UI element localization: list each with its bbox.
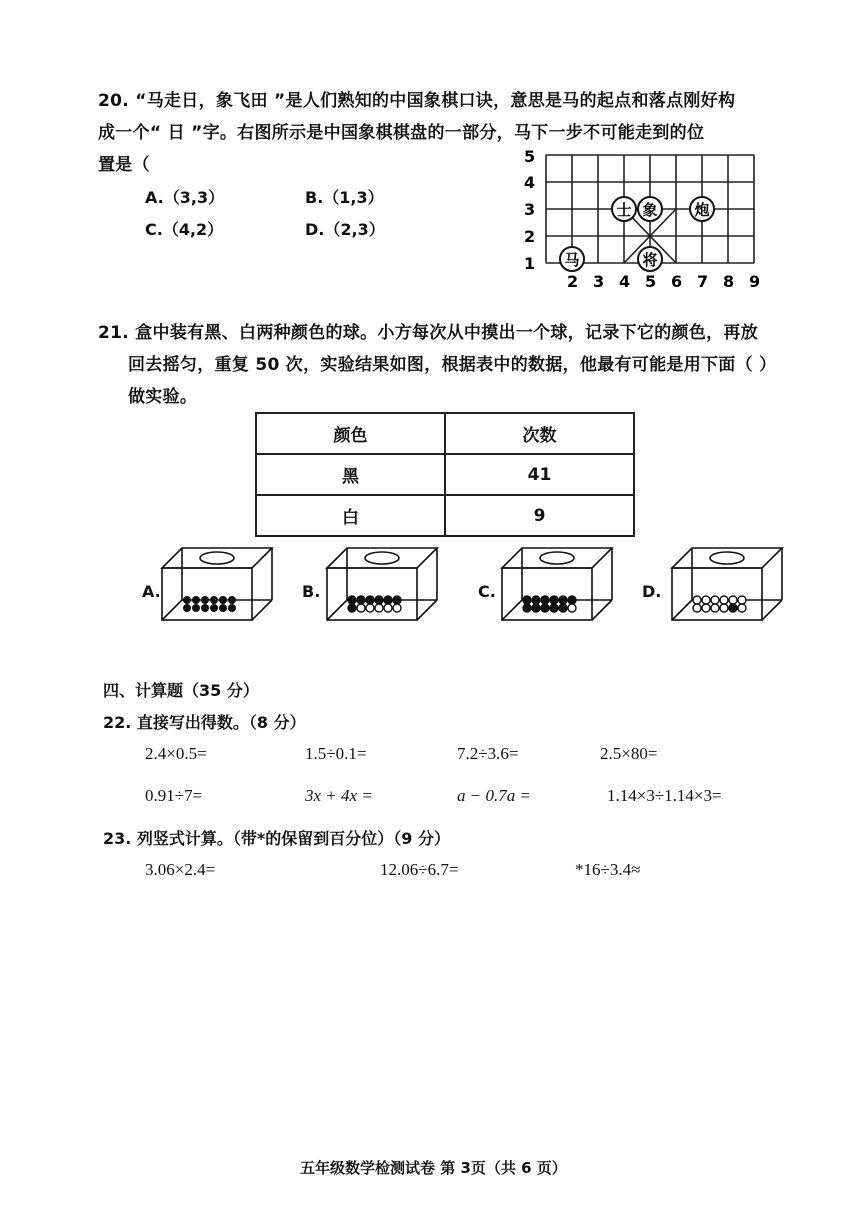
box-label-d: D. — [642, 582, 662, 601]
box-b — [325, 546, 440, 624]
piece-ma-label: 马 — [564, 251, 580, 269]
q20-option-d: D.（2,3） — [305, 220, 385, 239]
table-cell: 黑 — [256, 454, 445, 495]
box-c — [500, 546, 615, 624]
q21-line1: 21. 盒中装有黑、白两种颜色的球。小方每次从中摸出一个球，记录下它的颜色，再放 — [98, 323, 759, 343]
table-header-color: 颜色 — [256, 413, 445, 454]
section-heading: 四、计算题（35 分） — [103, 681, 259, 700]
table-cell: 9 — [445, 495, 634, 536]
y-label-1: 1 — [524, 254, 536, 273]
box-d — [670, 546, 785, 624]
q23-item: 12.06÷6.7= — [380, 860, 459, 879]
piece-xiang — [638, 197, 662, 221]
q22-title: 22. 直接写出得数。（8 分） — [103, 713, 306, 732]
piece-shi — [612, 197, 636, 221]
y-label-5: 5 — [524, 147, 536, 166]
q21-line2: 回去摇匀，重复 50 次，实验结果如图，根据表中的数据，他最有可能是用下面（ ） — [128, 355, 777, 375]
x-label-4: 4 — [619, 272, 631, 291]
x-label-2: 2 — [567, 272, 579, 291]
x-label-7: 7 — [697, 272, 709, 291]
q20-line1: 20. “马走日，象飞田 ”是人们熟知的中国象棋口诀，意思是马的起点和落点刚好构 — [98, 91, 736, 111]
box-label-c: C. — [478, 582, 496, 601]
y-label-2: 2 — [524, 227, 536, 246]
q21-line3: 做实验。 — [128, 387, 198, 407]
q22-item: 3x + 4x = — [305, 786, 373, 805]
x-label-6: 6 — [671, 272, 683, 291]
q22-item: 2.5×80= — [600, 744, 658, 763]
q21-result-table — [255, 412, 635, 537]
q22-item: 0.91÷7= — [145, 786, 203, 805]
piece-jiang-label: 将 — [642, 251, 658, 269]
piece-shi-label: 士 — [616, 201, 632, 219]
x-label-5: 5 — [645, 272, 657, 291]
q23-title: 23. 列竖式计算。（带*的保留到百分位）（9 分） — [103, 829, 450, 848]
table-cell: 白 — [256, 495, 445, 536]
q22-item: 1.5÷0.1= — [305, 744, 367, 763]
q20-option-a: A.（3,3） — [145, 188, 225, 207]
q20-line2: 成一个“ 日 ”字。右图所示是中国象棋棋盘的一部分，马下一步不可能走到的位 — [98, 123, 705, 143]
q22-item: 2.4×0.5= — [145, 744, 207, 763]
piece-pao-label: 炮 — [694, 201, 710, 219]
table-row — [256, 454, 634, 495]
table-header-count: 次数 — [445, 413, 634, 454]
q22-item: 1.14×3÷1.14×3= — [607, 786, 722, 805]
q23-item: 3.06×2.4= — [145, 860, 216, 879]
x-label-8: 8 — [723, 272, 735, 291]
box-label-a: A. — [142, 582, 161, 601]
y-label-3: 3 — [524, 200, 536, 219]
x-label-9: 9 — [749, 272, 761, 291]
q20-line3: 置是（ — [98, 155, 150, 175]
page-footer: 五年级数学检测试卷 第 3页（共 6 页） — [300, 1159, 567, 1177]
piece-jiang — [638, 247, 662, 271]
y-label-4: 4 — [524, 173, 536, 192]
table-cell: 41 — [445, 454, 634, 495]
q23-item: *16÷3.4≈ — [575, 860, 641, 879]
table-row — [256, 495, 634, 536]
q20-option-c: C.（4,2） — [145, 220, 224, 239]
piece-xiang-label: 象 — [642, 201, 658, 219]
chess-board-figure — [520, 145, 770, 295]
table-header-row — [256, 413, 634, 454]
q20-option-b: B.（1,3） — [305, 188, 384, 207]
q22-item: a − 0.7a = — [457, 786, 531, 805]
box-label-b: B. — [302, 582, 321, 601]
piece-ma — [560, 247, 584, 271]
q22-item: 7.2÷3.6= — [457, 744, 519, 763]
box-a — [160, 546, 275, 624]
piece-pao — [690, 197, 714, 221]
x-label-3: 3 — [593, 272, 605, 291]
